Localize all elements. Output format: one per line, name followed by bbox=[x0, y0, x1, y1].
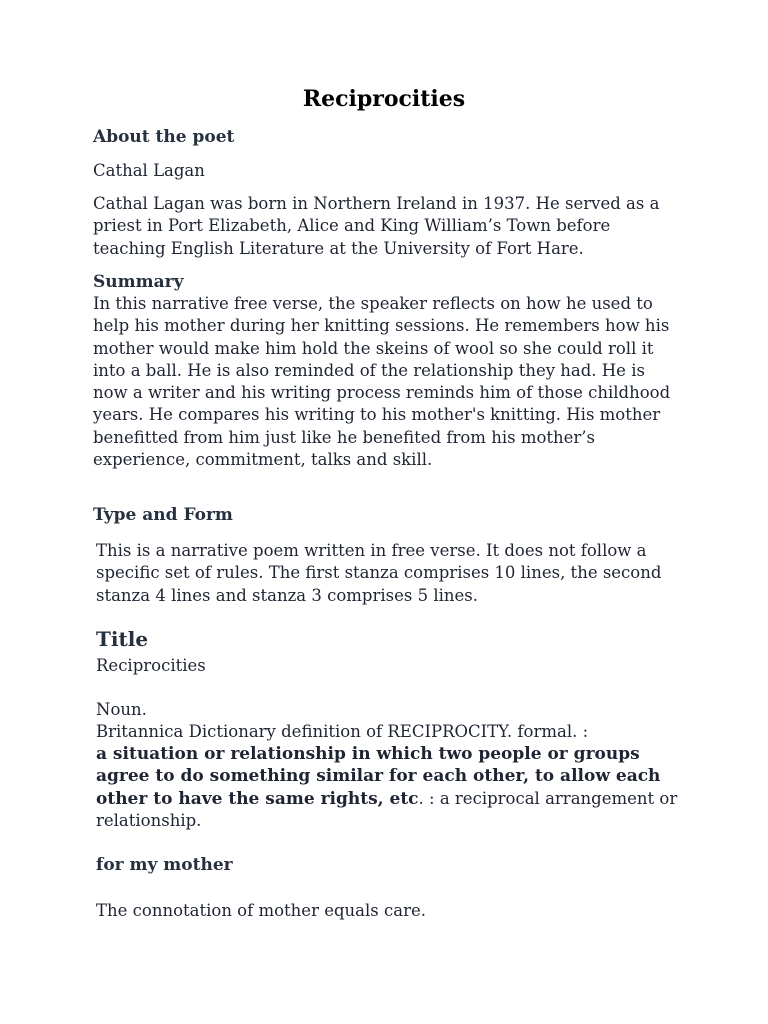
title-heading: Title bbox=[96, 627, 149, 651]
type-form-heading: Type and Form bbox=[93, 505, 233, 525]
definition-rest: . : a reciprocal arrangement or relationship. bbox=[96, 788, 678, 830]
summary-text: In this narrative free verse, the speaker reflects on how he used to help his mother during her knitting sessions. He remembers how his mother would make him hold the skeins of wool so she could roll it into a ball. He is also reminded of the relationship they had. He is now a writer and his writing process reminds him of those childhood years. He compares his writing to his mother's knitting. His mother benefitted from him just like he benefited from his mother’s experience, commitment, talks and skill. bbox=[93, 294, 671, 470]
definition bbox=[96, 743, 686, 832]
summary-heading: Summary bbox=[93, 272, 184, 292]
document-title: Reciprocities bbox=[302, 86, 466, 112]
type-form-text: This is a narrative poem written in free verse. It does not follow a specific set of rules. The first stanza comprises 10 lines, the second stanza 4 lines and stanza 3 comprises 5 lines. bbox=[96, 541, 662, 605]
poet-name: Cathal Lagan bbox=[93, 161, 205, 180]
dedication-heading: for my mother bbox=[96, 855, 233, 875]
poet-bio: Cathal Lagan was born in Northern Ireland in 1937. He served as a priest in Port Elizabeth, Alice and King William’s Town before teaching English Literature at the University of Fort Hare. bbox=[93, 194, 660, 258]
definition-intro: Britannica Dictionary definition of RECIPROCITY. formal. : bbox=[96, 722, 589, 741]
about-heading: About the poet bbox=[93, 127, 235, 147]
definition-bold: a situation or relationship in which two people or groups agree to do something similar for each other, to allow each other to have the same rights, etc bbox=[96, 744, 661, 809]
part-of-speech: Noun. bbox=[96, 700, 147, 719]
dedication-text: The connotation of mother equals care. bbox=[96, 901, 426, 920]
title-word: Reciprocities bbox=[96, 656, 206, 675]
